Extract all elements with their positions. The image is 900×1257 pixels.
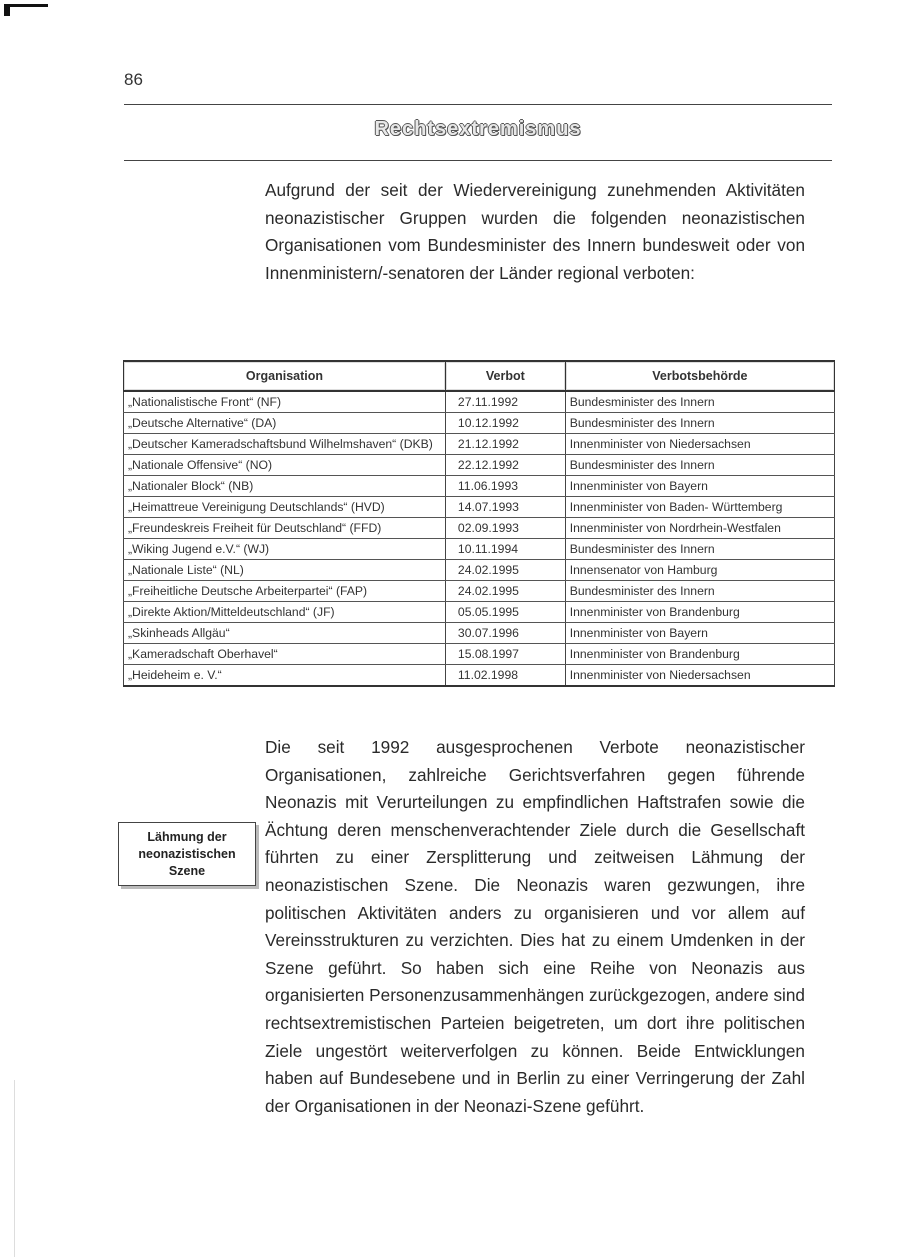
organisation-cell: „Nationale Liste“ (NL) [124,560,446,581]
ban-table [123,360,835,687]
ban-date-cell: 21.12.1992 [445,434,565,455]
table-row [124,539,835,560]
table-row [124,434,835,455]
organisation-cell: „Deutscher Kameradschaftsbund Wilhelmshaven“ (DKB) [124,434,446,455]
sidebar-note-line: Szene [168,863,206,878]
ban-date-cell: 30.07.1996 [445,623,565,644]
organisation-cell: „Nationale Offensive“ (NO) [124,455,446,476]
authority-cell: Bundesminister des Innern [565,539,834,560]
table-row [124,665,835,687]
ban-date-cell: 27.11.1992 [445,391,565,413]
page-number: 86 [124,70,143,89]
organisation-cell: „Deutsche Alternative“ (DA) [124,413,446,434]
title-rule-top [124,104,832,105]
sidebar-note-line: neonazistischen [138,846,236,861]
table-row [124,602,835,623]
body-paragraph: Die seit 1992 ausgesprochenen Verbote neonazistischer Organisationen, zahlreiche Gerichtsverfahren gegen führende Neonazis mit Verurteilungen zu empfindlichen Haftstrafen sowie die Ächtung deren menschenverachtender Ziele durch die Gesellschaft führten zu einer Zersplitterung und zeitweisen Lähmung der neonazistischen Szene. Die Neonazis waren gezwungen, ihre politischen Aktivitäten anders zu organisieren und vor allem auf Vereinsstrukturen zu verzichten. Dies hat zu einem Umdenken in der Szene geführt. So haben sich eine Reihe von Neonazis aus organisierten Personenzusammenhängen zurückgezogen, andere sind rechtsextremistischen Parteien beigetreten, um dort ihre politischen Ziele ungestört weiterverfolgen zu können. Beide Entwicklungen haben auf Bundesebene und in Berlin zu einer Verringerung der Zahl der Organisationen in der Neonazi-Szene geführt. [265,737,805,1116]
table-row [124,497,835,518]
corner-crop-mark [4,4,48,16]
sidebar-note [118,822,256,886]
organisation-cell: „Nationalistische Front“ (NF) [124,391,446,413]
ban-date-cell: 11.06.1993 [445,476,565,497]
scan-margin-line [14,1080,15,1257]
authority-cell: Innenminister von Brandenburg [565,602,834,623]
organisation-cell: „Heideheim e. V.“ [124,665,446,687]
authority-cell: Bundesminister des Innern [565,455,834,476]
table-header-row [124,361,835,391]
table-row [124,644,835,665]
authority-cell: Innenminister von Baden- Württemberg [565,497,834,518]
authority-cell: Innenminister von Bayern [565,476,834,497]
authority-cell: Innensenator von Hamburg [565,560,834,581]
title-rule-bottom [124,160,832,161]
ban-date-cell: 02.09.1993 [445,518,565,539]
ban-date-cell: 11.02.1998 [445,665,565,687]
table-row [124,413,835,434]
header-verbotsbehoerde: Verbotsbehörde [565,361,834,391]
organisation-cell: „Wiking Jugend e.V.“ (WJ) [124,539,446,560]
sidebar-note-line: Lähmung der [147,829,227,844]
table-row [124,391,835,413]
organisation-cell: „Nationaler Block“ (NB) [124,476,446,497]
organisation-cell: „Freundeskreis Freiheit für Deutschland“ (FFD) [124,518,446,539]
ban-date-cell: 24.02.1995 [445,560,565,581]
header-verbot: Verbot [445,361,565,391]
ban-date-cell: 10.12.1992 [445,413,565,434]
ban-date-cell: 14.07.1993 [445,497,565,518]
organisation-cell: „Skinheads Allgäu“ [124,623,446,644]
organisation-cell: „Freiheitliche Deutsche Arbeiterpartei“ (FAP) [124,581,446,602]
table-row [124,476,835,497]
ban-date-cell: 22.12.1992 [445,455,565,476]
ban-date-cell: 05.05.1995 [445,602,565,623]
table-row [124,560,835,581]
header-organisation: Organisation [124,361,446,391]
organisation-cell: „Kameradschaft Oberhavel“ [124,644,446,665]
table-row [124,455,835,476]
ban-date-cell: 15.08.1997 [445,644,565,665]
ban-table-body [124,391,835,686]
table-row [124,623,835,644]
organisation-cell: „Heimattreue Vereinigung Deutschlands“ (HVD) [124,497,446,518]
authority-cell: Innenminister von Bayern [565,623,834,644]
organisation-cell: „Direkte Aktion/Mitteldeutschland“ (JF) [124,602,446,623]
chapter-title: Rechtsextremismus [374,118,582,140]
intro-paragraph: Aufgrund der seit der Wiedervereinigung zunehmenden Aktivitäten neonazistischer Gruppen wurden die folgenden neonazistischen Organisationen vom Bundesminister des Innern bundesweit oder von Innenministern/-senatoren der Länder regional verboten: [265,180,805,283]
authority-cell: Bundesminister des Innern [565,413,834,434]
ban-date-cell: 10.11.1994 [445,539,565,560]
authority-cell: Innenminister von Brandenburg [565,644,834,665]
ban-date-cell: 24.02.1995 [445,581,565,602]
authority-cell: Bundesminister des Innern [565,391,834,413]
authority-cell: Innenminister von Niedersachsen [565,434,834,455]
table-row [124,518,835,539]
authority-cell: Innenminister von Niedersachsen [565,665,834,687]
authority-cell: Innenminister von Nordrhein-Westfalen [565,518,834,539]
authority-cell: Bundesminister des Innern [565,581,834,602]
table-row [124,581,835,602]
